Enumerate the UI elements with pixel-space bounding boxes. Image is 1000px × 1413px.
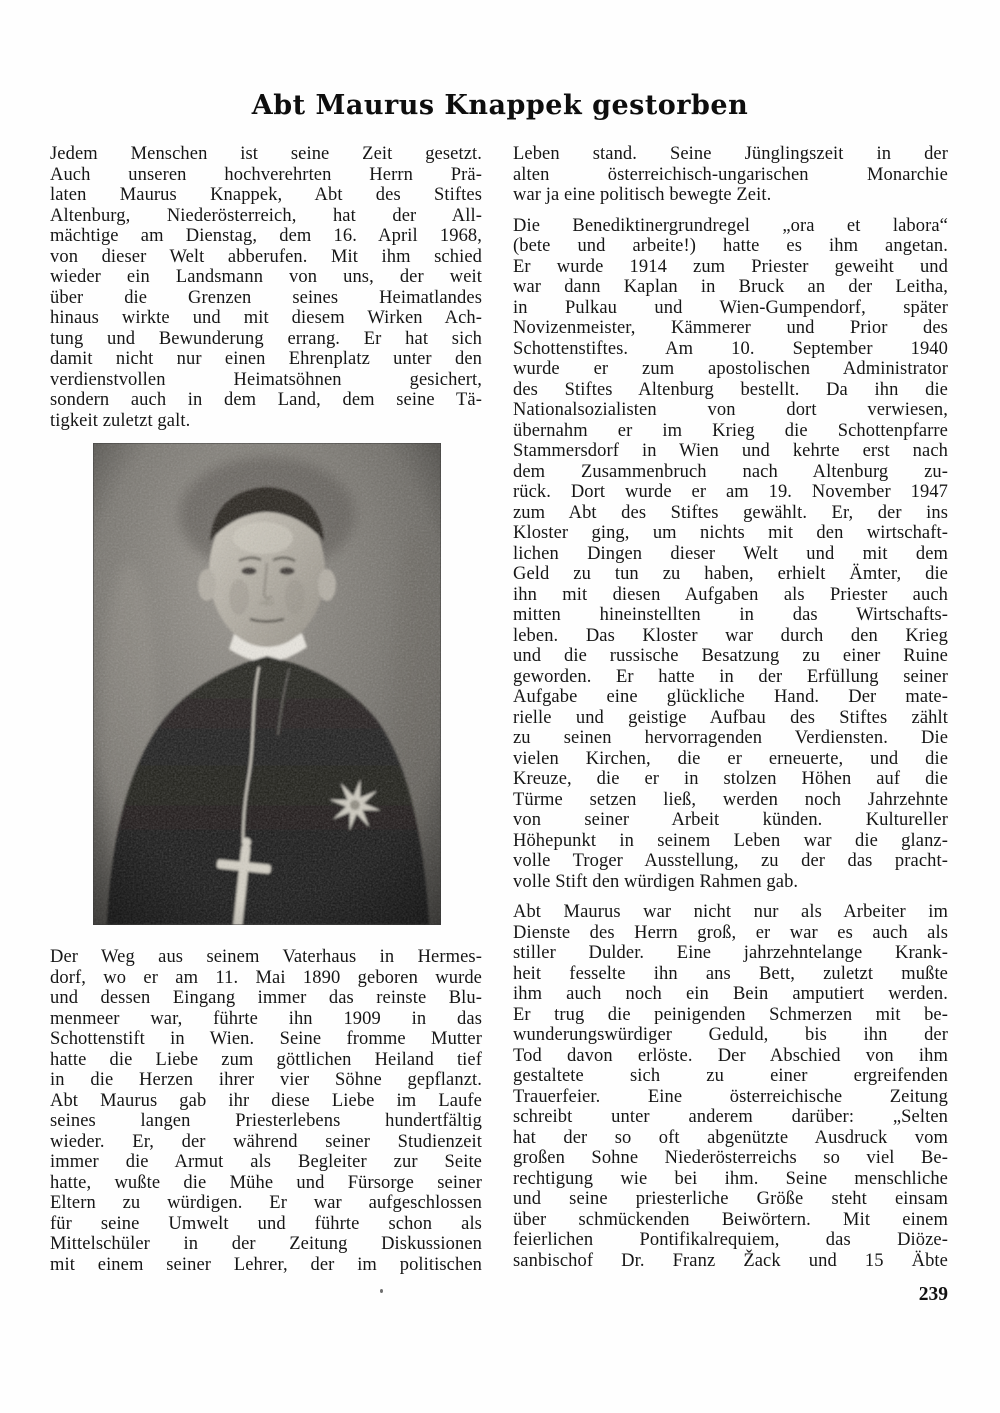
text-line: geworden. Er hatte in der Erfüllung seiner — [513, 666, 948, 687]
text-line: Aufgabe eine glückliche Hand. Der mate- — [513, 687, 948, 707]
left-column — [50, 144, 482, 1275]
text-line: ihm auch noch ein Bein amputiert werden. — [513, 984, 948, 1004]
text-line: sondern auch in dem Land, dem seine Tä- — [50, 390, 482, 410]
text-line: Jedem Menschen ist seine Zeit gesetzt. — [50, 144, 482, 164]
text-line: (bete und arbeite!) hatte es ihm angetan. — [513, 236, 948, 256]
text-line: Geld zu tun zu haben, erhielt Ämter, die — [513, 564, 948, 584]
text-line: von seiner Arbeit künden. Kultureller — [513, 810, 948, 830]
text-line: seines langen Priesterlebens hundertfältig — [50, 1111, 482, 1131]
abbot-portrait-svg — [93, 443, 441, 925]
abbot-portrait-photo — [93, 443, 441, 925]
text-line: in Pulkau und Wien-Gumpendorf, später — [513, 297, 948, 318]
paragraph-illness-funeral — [513, 902, 948, 1271]
text-line: Dienste des Herrn groß, er war es auch als — [513, 922, 948, 943]
text-line: laten Maurus Knappek, Abt des Stiftes — [50, 185, 482, 205]
text-line: gestaltete sich zu einer ergreifenden — [513, 1066, 948, 1086]
text-line: volle Troger Ausstellung, zu der das pracht- — [513, 851, 948, 871]
text-line: feierlichen Pontifikalrequiem, das Diöze- — [513, 1230, 948, 1250]
paragraph-monarchy — [513, 144, 948, 206]
text-line: mit einem seiner Lehrer, der im politischen — [50, 1254, 482, 1275]
text-line: Novizenmeister, Kämmerer und Prior des — [513, 318, 948, 338]
text-line: stiller Dulder. Eine jahrzehntelange Krank- — [513, 943, 948, 963]
text-line: tung und Bewunderung errang. Er hat sich — [50, 328, 482, 349]
text-line: lichen Dingen dieser Welt und mit dem — [513, 543, 948, 564]
text-line: übernahm er im Krieg die Schottenpfarre — [513, 420, 948, 441]
text-line: über schmückenden Beiwörtern. Mit einem — [513, 1209, 948, 1230]
text-line: hat der so oft abgenützte Ausdruck vom — [513, 1127, 948, 1148]
paragraph-intro — [50, 144, 482, 431]
text-line: Er wurde 1914 zum Priester geweiht und — [513, 256, 948, 277]
text-line: hatte die Liebe zum göttlichen Heiland tief — [50, 1049, 482, 1070]
text-line: vielen Kirchen, die er erneuerte, und die — [513, 748, 948, 769]
text-line: und dessen Eingang immer das reinste Blu- — [50, 988, 482, 1008]
text-line: schreibt unter anderem darüber: „Selten — [513, 1107, 948, 1127]
text-line: Trauerfeier. Eine österreichische Zeitung — [513, 1086, 948, 1107]
text-line: von dieser Welt abberufen. Mit ihm schied — [50, 246, 482, 267]
text-line: sanbischof Dr. Franz Žack und 15 Äbte — [513, 1250, 948, 1271]
text-line: Auch unseren hochverehrten Herrn Prä- — [50, 164, 482, 185]
text-line: tigkeit zuletzt galt. — [50, 410, 191, 431]
text-line: heit fesselte ihn ans Bett, zuletzt mußte — [513, 963, 948, 984]
text-line: Mittelschüler in der Zeitung Diskussionen — [50, 1234, 482, 1254]
text-line: dorf, wo er am 11. Mai 1890 geboren wurde — [50, 967, 482, 988]
text-line: großen Sohne Niederösterreichs so viel Be- — [513, 1148, 948, 1168]
text-line: Kreuze, die er in stolzen Höhen auf die — [513, 769, 948, 789]
text-line: Kloster ging, um nichts mit den wirtschaft- — [513, 523, 948, 543]
text-line: Höhepunkt in seinem Leben war die glanz- — [513, 830, 948, 851]
text-line: hinaus wirkte und mit diesem Wirken Ach- — [50, 308, 482, 328]
text-line: Abt Maurus gab ihr diese Liebe im Laufe — [50, 1090, 482, 1111]
text-line: Die Benediktinergrundregel „ora et labora“ — [513, 215, 948, 236]
text-line: rechtigung wie bei ihm. Seine menschliche — [513, 1168, 948, 1189]
paragraph-career — [513, 216, 948, 893]
text-line: dem Zusammenbruch nach Altenburg zu- — [513, 461, 948, 482]
text-line: mächtige am Dienstag, dem 16. April 1968, — [50, 226, 482, 246]
text-line: Türme setzen ließ, werden noch Jahrzehnte — [513, 789, 948, 810]
text-line: ihn mit diesen Aufgaben als Priester auch — [513, 584, 948, 605]
page-number: 239 — [918, 1284, 948, 1305]
text-line: damit nicht nur einen Ehrenplatz unter den — [50, 349, 482, 369]
text-line: rielle und geistige Aufbau des Stiftes zählt — [513, 707, 948, 728]
text-line: Eltern zu würdigen. Er war aufgeschlossen — [50, 1193, 482, 1213]
text-line: wurde er zum apostolischen Administrator — [513, 359, 948, 379]
text-line: wunderungswürdiger Geduld, bis ihn der — [513, 1025, 948, 1045]
text-line: Tod davon erlöste. Der Abschied von ihm — [513, 1045, 948, 1066]
text-line: Altenburg, Niederösterreich, hat der All- — [50, 205, 482, 226]
text-line: Abt Maurus war nicht nur als Arbeiter im — [513, 902, 948, 922]
text-line: rück. Dort wurde er am 19. November 1947 — [513, 482, 948, 502]
text-line: war ja eine politisch bewegte Zeit. — [513, 185, 772, 205]
text-line: mitten hineinstellten in das Wirtschafts- — [513, 605, 948, 625]
right-column — [513, 144, 948, 1271]
text-line: Schottenstiftes. Am 10. September 1940 — [513, 338, 948, 359]
paragraph-youth — [50, 947, 482, 1275]
text-line: verdienstvollen Heimatsöhnen gesichert, — [50, 369, 482, 390]
text-line: Der Weg aus seinem Vaterhaus in Hermes- — [50, 947, 482, 967]
text-line: menmeer war, führte ihn 1909 in das — [50, 1008, 482, 1029]
text-line: für seine Umwelt und führte schon als — [50, 1213, 482, 1234]
text-line: des Stiftes Altenburg bestellt. Da ihn die — [513, 379, 948, 400]
vignette-overlay — [93, 443, 441, 925]
text-line: Schottenstift in Wien. Seine fromme Mutter — [50, 1029, 482, 1049]
text-line: zu seinen hervorragenden Verdiensten. Die — [513, 728, 948, 748]
text-line: Er trug die peinigenden Schmerzen mit be- — [513, 1004, 948, 1025]
text-line: alten österreichisch-ungarischen Monarchie — [513, 164, 948, 185]
text-line: hatte, wußte die Mühe und Fürsorge seiner — [50, 1172, 482, 1193]
text-line: volle Stift den würdigen Rahmen gab. — [513, 871, 799, 892]
article-title: Abt Maurus Knappek gestorben — [251, 90, 749, 121]
text-line: Nationalsozialisten von dort verwiesen, — [513, 400, 948, 420]
text-line: wieder. Er, der während seiner Studienzeit — [50, 1131, 482, 1152]
text-line: zum Abt des Stiftes gewählt. Er, der ins — [513, 502, 948, 523]
text-line: Leben stand. Seine Jünglingszeit in der — [513, 144, 948, 164]
text-line: immer die Armut als Begleiter zur Seite — [50, 1152, 482, 1172]
text-line: über die Grenzen seines Heimatlandes — [50, 287, 482, 308]
text-line: und die russische Besatzung zu einer Ruine — [513, 646, 948, 666]
text-line: und seine priesterliche Größe steht einsam — [513, 1189, 948, 1209]
text-line: leben. Das Kloster war durch den Krieg — [513, 625, 948, 646]
text-line: war dann Kaplan in Bruck an der Leitha, — [513, 277, 948, 297]
text-line: in die Herzen ihrer vier Söhne gepflanzt. — [50, 1070, 482, 1090]
text-line: Stammersdorf in Wien und kehrte erst nach — [513, 441, 948, 461]
text-line: wieder ein Landsmann von uns, der weit — [50, 267, 482, 287]
scan-speck — [380, 1289, 383, 1293]
